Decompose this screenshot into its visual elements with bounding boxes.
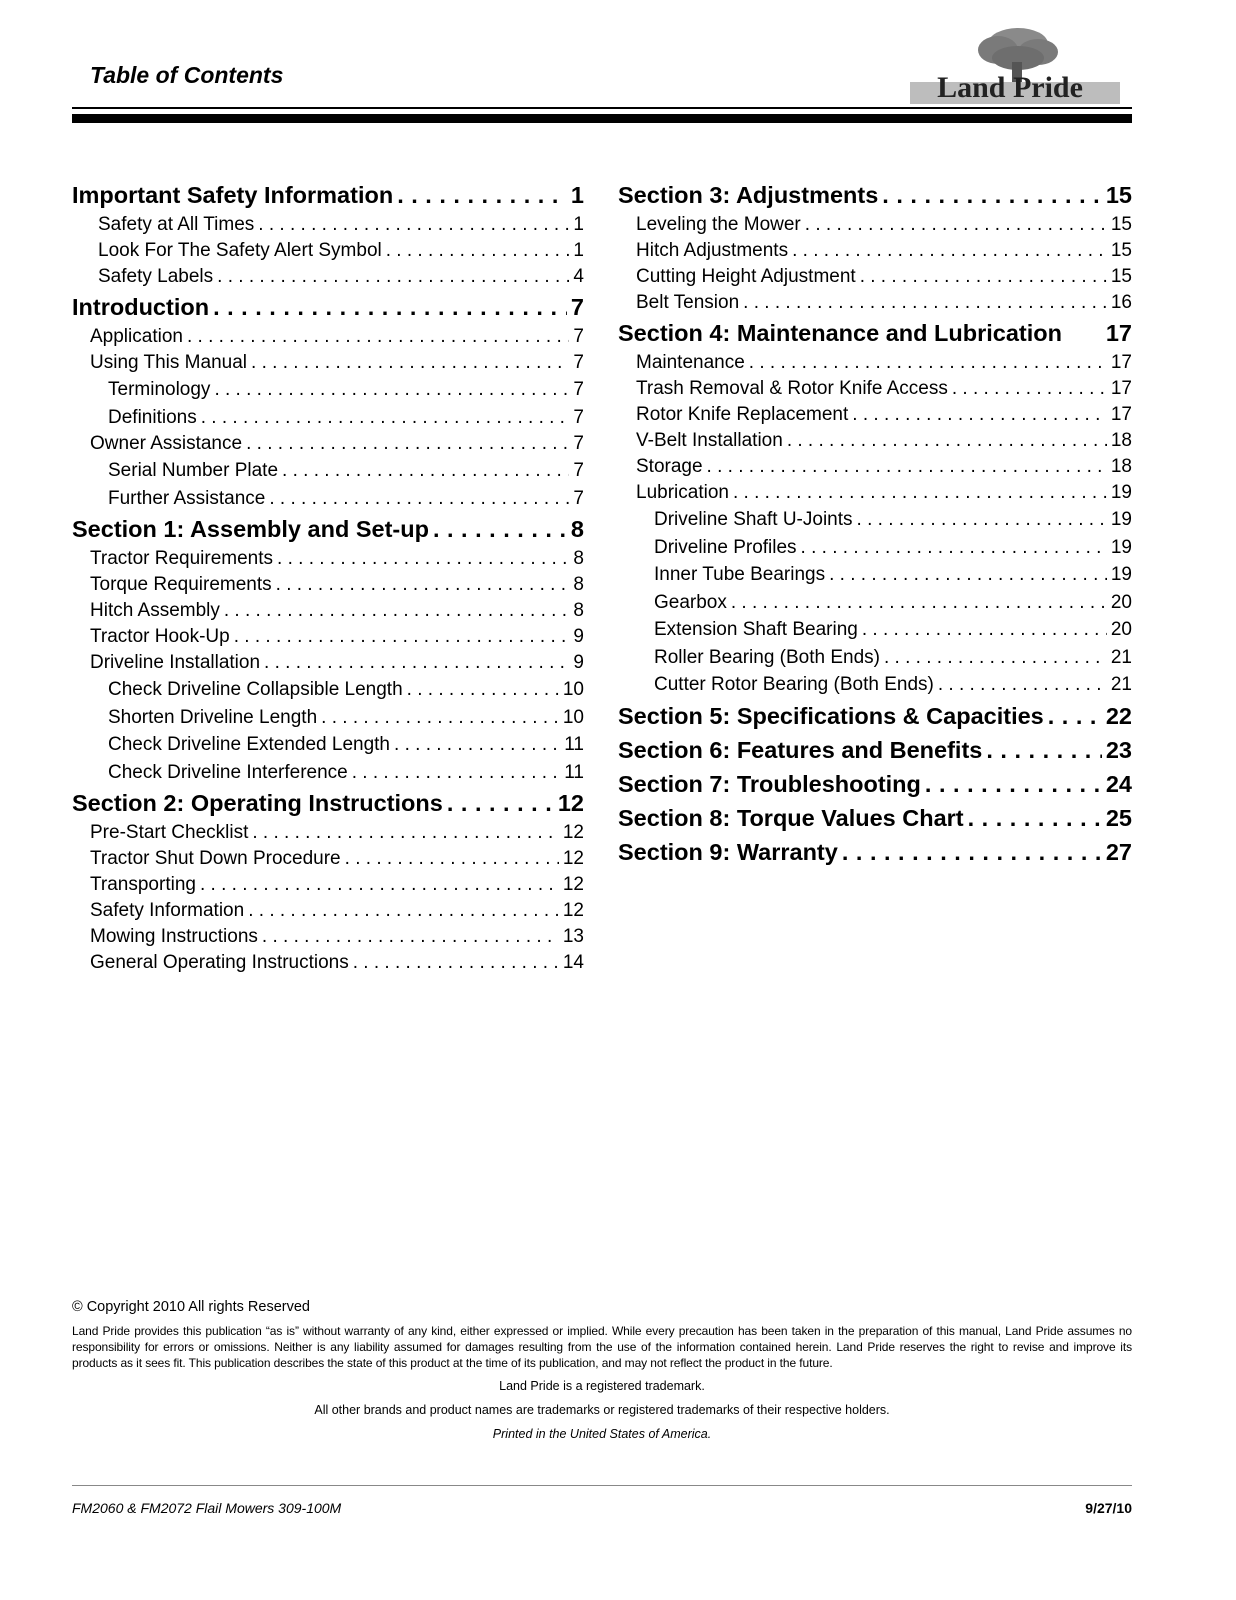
toc-entry[interactable] — [72, 264, 584, 290]
toc-entry-title: Check Driveline Extended Length — [108, 734, 391, 755]
toc-leader-dots — [251, 350, 569, 376]
svg-text:Land Pride: Land Pride — [937, 71, 1083, 104]
toc-leader-dots — [805, 212, 1107, 238]
toc-entry-page: 12 — [557, 790, 584, 816]
toc-entry-title: Section 4: Maintenance and Lubrication — [618, 320, 1062, 346]
toc-leader-dots — [801, 534, 1107, 562]
toc-entry-title: Section 2: Operating Instructions — [72, 790, 443, 816]
toc-entry-page: 10 — [562, 679, 584, 700]
toc-leader-dots — [1048, 699, 1102, 733]
toc-leader-dots — [707, 454, 1107, 480]
toc-leader-dots — [386, 238, 570, 264]
toc-leader-dots — [884, 644, 1107, 672]
toc-entry-page: 18 — [1110, 430, 1132, 451]
toc-entry[interactable] — [72, 178, 584, 212]
toc-entry-page: 7 — [573, 326, 584, 347]
toc-entry-page: 1 — [570, 182, 584, 208]
toc-entry-title: Gearbox — [654, 591, 727, 613]
toc-entry[interactable] — [72, 704, 584, 732]
toc-entry-title: Section 6: Features and Benefits — [618, 736, 983, 763]
toc-entry-title: Further Assistance — [108, 487, 266, 509]
toc-entry[interactable] — [72, 350, 584, 376]
header-rule-thin — [72, 107, 1132, 109]
toc-leader-dots — [986, 733, 1102, 767]
toc-entry-title: Trash Removal & Rotor Knife Access — [636, 378, 948, 399]
footer-document-id: FM2060 & FM2072 Flail Mowers 309-100M — [72, 1500, 342, 1516]
toc-leader-dots — [407, 676, 559, 704]
toc-entry-page: 4 — [573, 266, 584, 287]
toc-entry-page: 7 — [573, 406, 584, 428]
toc-entry-page: 19 — [1110, 509, 1132, 530]
toc-entry-title: Safety Information — [90, 900, 245, 921]
toc-leader-dots — [217, 264, 569, 290]
toc-entry[interactable] — [72, 431, 584, 457]
footer-date: 9/27/10 — [1085, 1500, 1132, 1516]
toc-entry-page: 21 — [1110, 674, 1132, 695]
toc-entry[interactable] — [72, 676, 584, 704]
toc-entry-title: Section 7: Troubleshooting — [618, 770, 921, 797]
toc-entry-page: 17 — [1105, 320, 1132, 346]
toc-entry-title: Pre-Start Checklist — [90, 822, 249, 843]
toc-entry-title: Inner Tube Bearings — [654, 564, 826, 585]
toc-leader-dots — [882, 178, 1102, 212]
toc-leader-dots — [269, 485, 569, 513]
toc-leader-dots — [353, 950, 559, 976]
toc-entry-page: 15 — [1110, 214, 1132, 235]
toc-entry-page: 11 — [564, 734, 584, 755]
toc-leader-dots — [352, 759, 561, 787]
toc-entry-title: Belt Tension — [636, 292, 740, 313]
toc-entry[interactable] — [618, 733, 1132, 767]
toc-entry-page: 17 — [1110, 404, 1132, 425]
toc-leader-dots — [842, 835, 1102, 869]
toc-entry-page: 1 — [573, 214, 584, 235]
toc-entry-page: 18 — [1110, 456, 1132, 477]
trademark-other-notice: All other brands and product names are trademarks or registered trademarks of their respective holders. — [314, 1403, 890, 1417]
toc-entry-page: 13 — [562, 926, 584, 947]
toc-entry-page: 7 — [573, 352, 584, 373]
toc-entry-page: 8 — [573, 574, 584, 595]
toc-entry-title: Section 1: Assembly and Set-up — [72, 516, 429, 542]
toc-entry[interactable] — [72, 650, 584, 676]
toc-leader-dots — [200, 872, 559, 898]
toc-leader-dots — [792, 238, 1107, 264]
toc-leader-dots — [214, 376, 569, 404]
toc-entry[interactable] — [72, 290, 584, 324]
toc-leader-dots — [447, 786, 554, 820]
toc-entry-title: Check Driveline Collapsible Length — [108, 679, 403, 700]
toc-entry[interactable] — [618, 534, 1132, 562]
toc-leader-dots — [397, 178, 567, 212]
toc-entry-title: Section 9: Warranty — [618, 838, 838, 865]
toc-entry-title: Owner Assistance — [90, 433, 243, 454]
toc-entry[interactable] — [618, 454, 1132, 480]
toc-entry-title: Check Driveline Interference — [108, 761, 348, 783]
toc-entry-title: Lubrication — [636, 482, 729, 503]
toc-entry[interactable] — [618, 561, 1132, 589]
toc-entry-page: 15 — [1110, 266, 1132, 287]
toc-entry-title: Using This Manual — [90, 352, 248, 373]
toc-leader-dots — [731, 589, 1107, 617]
toc-entry-title: Tractor Requirements — [90, 548, 274, 569]
toc-entry-page: 9 — [573, 626, 584, 647]
toc-leader-dots — [234, 624, 570, 650]
toc-entry[interactable] — [618, 290, 1132, 316]
toc-leader-dots — [862, 616, 1107, 644]
toc-leader-dots — [264, 650, 569, 676]
land-pride-logo — [910, 18, 1130, 106]
toc-entry-title: Terminology — [108, 379, 211, 400]
toc-entry-page: 12 — [562, 848, 584, 869]
toc-leader-dots — [224, 598, 570, 624]
toc-leader-dots — [276, 572, 570, 598]
toc-entry-title: Transporting — [90, 874, 196, 895]
toc-entry[interactable] — [72, 572, 584, 598]
toc-leader-dots — [829, 561, 1107, 589]
toc-entry-page: 9 — [573, 652, 584, 673]
toc-entry-title: Cutter Rotor Bearing (Both Ends) — [654, 674, 934, 695]
toc-entry[interactable] — [72, 872, 584, 898]
toc-entry-page: 17 — [1110, 378, 1132, 399]
toc-entry-title: Maintenance — [636, 352, 745, 373]
toc-entry-page: 16 — [1110, 292, 1132, 313]
toc-entry-page: 7 — [570, 294, 584, 320]
toc-leader-dots — [282, 457, 569, 485]
toc-entry-title: Section 3: Adjustments — [618, 182, 879, 208]
toc-entry[interactable] — [72, 512, 584, 546]
toc-entry-page: 8 — [573, 548, 584, 569]
toc-entry-title: General Operating Instructions — [90, 952, 349, 973]
toc-leader-dots — [787, 428, 1107, 454]
toc-entry-title: Extension Shaft Bearing — [654, 619, 858, 640]
toc-entry-page: 22 — [1105, 702, 1132, 729]
toc-entry-title: Application — [90, 326, 183, 347]
toc-entry[interactable] — [618, 264, 1132, 290]
toc-entry-title: Section 5: Specifications & Capacities — [618, 702, 1044, 729]
toc-leader-dots — [857, 506, 1107, 534]
toc-entry[interactable] — [72, 898, 584, 924]
toc-leader-dots — [860, 264, 1107, 290]
toc-entry[interactable] — [618, 402, 1132, 428]
toc-right-column — [618, 178, 1132, 869]
printed-notice: Printed in the United States of America. — [492, 1427, 712, 1441]
toc-entry[interactable] — [72, 485, 584, 513]
toc-entry[interactable] — [618, 316, 1132, 350]
toc-entry-title: Hitch Adjustments — [636, 240, 789, 261]
toc-entry[interactable] — [618, 480, 1132, 506]
trademark-notice: Land Pride is a registered trademark. — [499, 1379, 705, 1393]
toc-entry-page: 14 — [562, 952, 584, 973]
toc-entry[interactable] — [618, 178, 1132, 212]
toc-entry[interactable] — [618, 212, 1132, 238]
toc-entry-page: 15 — [1105, 182, 1132, 208]
toc-leader-dots — [749, 350, 1107, 376]
toc-entry-page: 17 — [1110, 352, 1132, 373]
toc-entry[interactable] — [618, 801, 1132, 835]
toc-entry[interactable] — [72, 786, 584, 820]
toc-entry-title: Tractor Shut Down Procedure — [90, 848, 341, 869]
toc-entry-page: 8 — [573, 600, 584, 621]
toc-entry-title: Tractor Hook-Up — [90, 626, 230, 647]
toc-entry-title: Look For The Safety Alert Symbol — [98, 240, 382, 261]
toc-entry-title: Driveline Shaft U-Joints — [654, 509, 853, 530]
toc-entry[interactable] — [72, 731, 584, 759]
toc-entry-title: Torque Requirements — [90, 574, 272, 595]
toc-entry-title: Shorten Driveline Length — [108, 706, 318, 728]
toc-leader-dots — [433, 512, 567, 546]
toc-entry-title: Storage — [636, 456, 703, 477]
toc-entry[interactable] — [72, 324, 584, 350]
toc-entry-page: 27 — [1105, 838, 1132, 865]
header-rule-thick — [72, 114, 1132, 123]
toc-leader-dots — [262, 924, 559, 950]
toc-leader-dots — [952, 376, 1107, 402]
toc-leader-dots — [394, 731, 560, 759]
toc-entry-page: 7 — [573, 487, 584, 509]
toc-entry-page: 12 — [562, 822, 584, 843]
toc-entry[interactable] — [618, 238, 1132, 264]
toc-entry[interactable] — [72, 546, 584, 572]
toc-entry-title: Cutting Height Adjustment — [636, 266, 856, 287]
toc-entry-page: 7 — [573, 460, 584, 481]
toc-entry-title: Serial Number Plate — [108, 460, 279, 481]
toc-leader-dots — [258, 212, 569, 238]
toc-entry-page: 12 — [562, 874, 584, 895]
toc-entry-page: 20 — [1110, 619, 1132, 640]
toc-leader-dots — [345, 846, 559, 872]
toc-entry-page: 7 — [573, 433, 584, 454]
disclaimer-text: Land Pride provides this publication “as is” without warranty of any kind, either expressed or implied. While every precaution has been taken in the preparation of this manual, Land Pride assumes no responsibility for errors or omissions. Neither is any liability assumed for damages resulting from the use of the information contained herein. Land Pride reserves the right to revise and improve its products as it sees fit. This publication describes the state of this product at the time of its publication, and may not reflect the product in the future. — [72, 1324, 1132, 1370]
toc-entry-title: V-Belt Installation — [636, 430, 783, 451]
toc-entry-title: Important Safety Information — [72, 182, 394, 208]
toc-entry-page: 20 — [1110, 591, 1132, 613]
page-title: Table of Contents — [90, 62, 284, 88]
toc-entry[interactable] — [618, 506, 1132, 534]
toc-entry-title: Mowing Instructions — [90, 926, 258, 947]
toc-entry[interactable] — [72, 624, 584, 650]
toc-leader-dots — [938, 671, 1107, 699]
toc-entry-page: 19 — [1110, 482, 1132, 503]
toc-entry[interactable] — [72, 598, 584, 624]
toc-entry-title: Definitions — [108, 406, 197, 428]
toc-entry-title: Rotor Knife Replacement — [636, 404, 849, 425]
copyright-notice: © Copyright 2010 All rights Reserved — [72, 1299, 310, 1315]
toc-entry[interactable] — [72, 950, 584, 976]
toc-entry-page: 15 — [1110, 240, 1132, 261]
toc-leader-dots — [201, 404, 570, 432]
toc-entry-page: 23 — [1105, 736, 1132, 763]
legal-notes — [72, 1297, 1132, 1441]
toc-entry-page: 24 — [1105, 770, 1132, 797]
toc-entry[interactable] — [618, 376, 1132, 402]
toc-leader-dots — [743, 290, 1107, 316]
toc-entry[interactable] — [618, 589, 1132, 617]
toc-entry-page: 7 — [573, 379, 584, 400]
toc-entry[interactable] — [618, 644, 1132, 672]
toc-entry[interactable] — [72, 404, 584, 432]
toc-entry-title: Hitch Assembly — [90, 600, 220, 621]
toc-entry-page: 19 — [1110, 536, 1132, 558]
toc-entry[interactable] — [618, 671, 1132, 699]
toc-entry[interactable] — [618, 350, 1132, 376]
toc-leader-dots — [925, 767, 1102, 801]
toc-entry[interactable] — [72, 759, 584, 787]
toc-entry[interactable] — [618, 616, 1132, 644]
toc-entry-page: 21 — [1110, 646, 1132, 668]
toc-leader-dots — [968, 801, 1102, 835]
toc-entry[interactable] — [72, 924, 584, 950]
toc-entry-title: Safety at All Times — [98, 214, 255, 235]
toc-leader-dots — [733, 480, 1107, 506]
toc-entry[interactable] — [618, 835, 1132, 869]
toc-entry-title: Introduction — [72, 294, 210, 320]
toc-entry-title: Driveline Profiles — [654, 536, 797, 558]
toc-entry-page: 8 — [570, 516, 584, 542]
toc-entry[interactable] — [72, 457, 584, 485]
toc-leader-dots — [213, 290, 567, 324]
toc-entry[interactable] — [72, 238, 584, 264]
toc-leader-dots — [246, 431, 569, 457]
toc-entry-title: Roller Bearing (Both Ends) — [654, 646, 880, 668]
toc-entry[interactable] — [618, 699, 1132, 733]
toc-entry[interactable] — [72, 846, 584, 872]
toc-entry[interactable] — [618, 428, 1132, 454]
toc-entry-page: 11 — [564, 761, 584, 783]
toc-leader-dots — [187, 324, 569, 350]
toc-entry[interactable] — [72, 212, 584, 238]
footer-rule — [72, 1485, 1132, 1486]
toc-leader-dots — [248, 898, 559, 924]
toc-entry-title: Section 8: Torque Values Chart — [618, 804, 964, 831]
toc-entry-title: Driveline Installation — [90, 652, 261, 673]
toc-entry[interactable] — [72, 376, 584, 404]
toc-entry[interactable] — [618, 767, 1132, 801]
toc-entry-title: Safety Labels — [98, 266, 214, 287]
toc-entry-page: 10 — [562, 706, 584, 728]
toc-leader-dots — [252, 820, 558, 846]
toc-leader-dots — [321, 704, 559, 732]
toc-entry-page: 19 — [1110, 564, 1132, 585]
toc-leader-dots — [852, 402, 1107, 428]
toc-entry-page: 1 — [573, 240, 584, 261]
toc-left-column — [72, 178, 584, 976]
toc-entry-title: Leveling the Mower — [636, 214, 801, 235]
toc-entry[interactable] — [72, 820, 584, 846]
toc-leader-dots — [277, 546, 569, 572]
toc-entry-page: 25 — [1105, 804, 1132, 831]
toc-entry-page: 12 — [562, 900, 584, 921]
